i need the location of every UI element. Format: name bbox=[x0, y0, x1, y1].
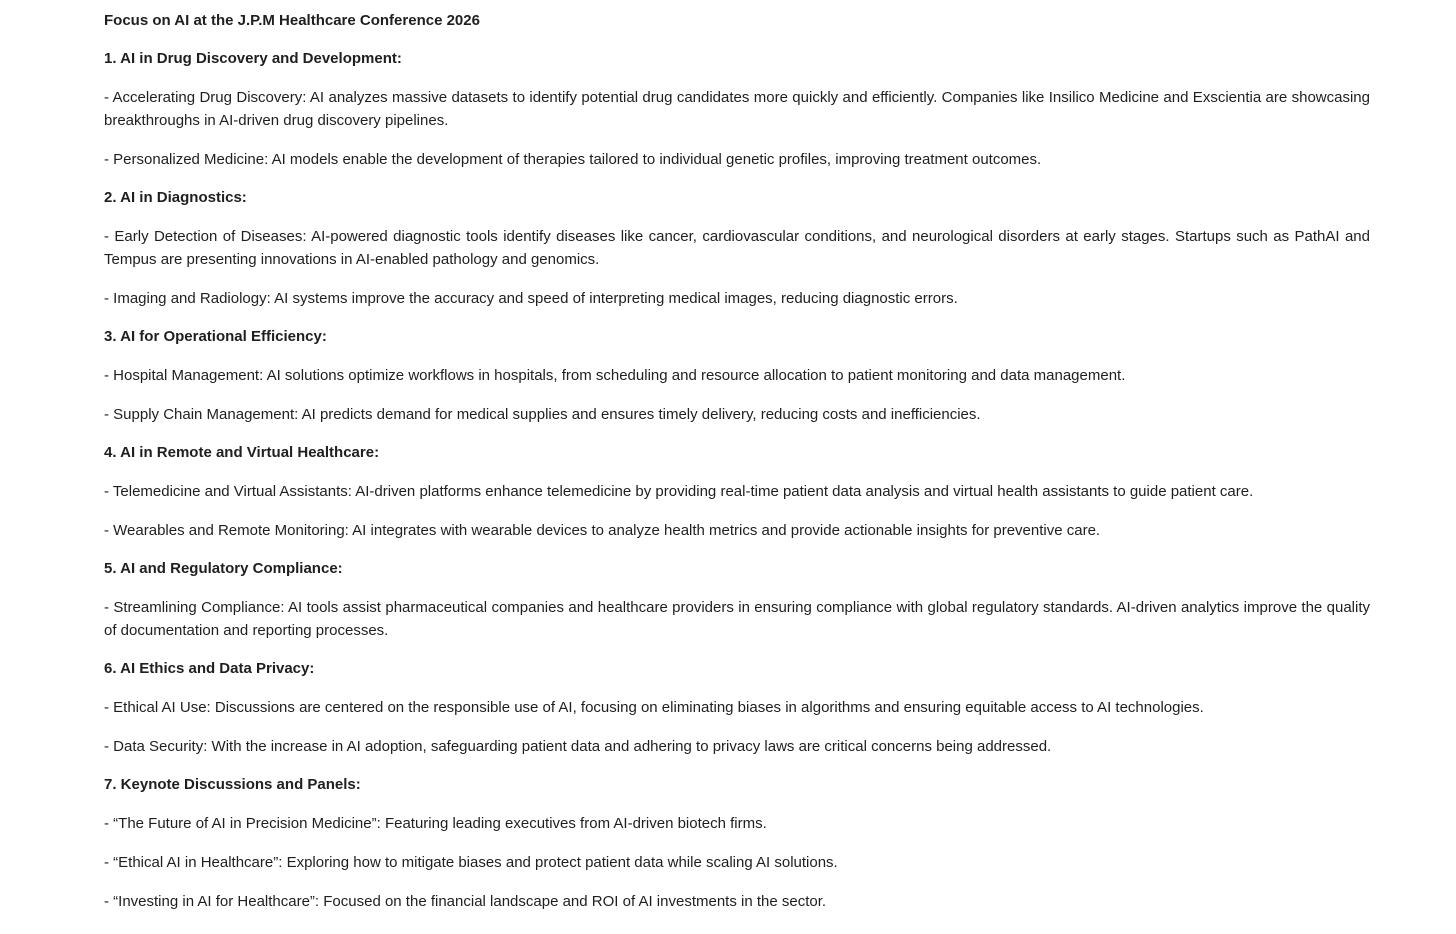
document-title: Focus on AI at the J.P.M Healthcare Conference 2026 bbox=[104, 12, 480, 29]
section-paragraph: - Telemedicine and Virtual Assistants: AI-driven platforms enhance telemedicine by providing real-time patient data analysis and virtual health assistants to guide patient care. bbox=[104, 483, 1254, 500]
section-paragraph: - Hospital Management: AI solutions optimize workflows in hospitals, from scheduling and resource allocation to patient monitoring and data management. bbox=[104, 367, 1126, 384]
section-paragraph: - Data Security: With the increase in AI adoption, safeguarding patient data and adhering to privacy laws are critical concerns being addressed. bbox=[104, 738, 1052, 755]
section-heading: 3. AI for Operational Efficiency: bbox=[104, 328, 327, 345]
section-paragraph: - Personalized Medicine: AI models enable the development of therapies tailored to individual genetic profiles, improving treatment outcomes. bbox=[104, 151, 1042, 168]
section-heading: 6. AI Ethics and Data Privacy: bbox=[104, 660, 315, 677]
section-heading: 2. AI in Diagnostics: bbox=[104, 189, 247, 206]
section-paragraph: - Supply Chain Management: AI predicts demand for medical supplies and ensures timely delivery, reducing costs and inefficiencies. bbox=[104, 406, 981, 423]
section-heading: 1. AI in Drug Discovery and Development: bbox=[104, 50, 402, 67]
document-body bbox=[104, 10, 1370, 929]
section-heading: 7. Keynote Discussions and Panels: bbox=[104, 776, 361, 793]
section-paragraph: - “Ethical AI in Healthcare”: Exploring how to mitigate biases and protect patient data while scaling AI solutions. bbox=[104, 854, 838, 871]
section-heading: 5. AI and Regulatory Compliance: bbox=[104, 560, 343, 577]
section-paragraph: - Accelerating Drug Discovery: AI analyzes massive datasets to identify potential drug candidates more quickly and efficiently. Companies like Insilico Medicine and Exscientia are showcasing breakthroughs in AI-driven drug discovery pipelines. bbox=[104, 89, 1370, 129]
section-paragraph: - Ethical AI Use: Discussions are centered on the responsible use of AI, focusing on eliminating biases in algorithms and ensuring equitable access to AI technologies. bbox=[104, 699, 1204, 716]
section-paragraph: - Wearables and Remote Monitoring: AI integrates with wearable devices to analyze health metrics and provide actionable insights for preventive care. bbox=[104, 522, 1101, 539]
section-paragraph: - “The Future of AI in Precision Medicine”: Featuring leading executives from AI-driven biotech firms. bbox=[104, 815, 767, 832]
section-paragraph: - “Investing in AI for Healthcare”: Focused on the financial landscape and ROI of AI investments in the sector. bbox=[104, 893, 827, 910]
section-paragraph: - Imaging and Radiology: AI systems improve the accuracy and speed of interpreting medical images, reducing diagnostic errors. bbox=[104, 290, 958, 307]
section-paragraph: - Streamlining Compliance: AI tools assist pharmaceutical companies and healthcare providers in ensuring compliance with global regulatory standards. AI-driven analytics improve the quality of documentation and reporting processes. bbox=[104, 599, 1370, 639]
section-heading: 4. AI in Remote and Virtual Healthcare: bbox=[104, 444, 380, 461]
section-paragraph: - Early Detection of Diseases: AI-powered diagnostic tools identify diseases like cancer, cardiovascular conditions, and neurological disorders at early stages. Startups such as PathAI and Tempus are presenting innovations in AI-enabled pathology and genomics. bbox=[104, 228, 1370, 268]
